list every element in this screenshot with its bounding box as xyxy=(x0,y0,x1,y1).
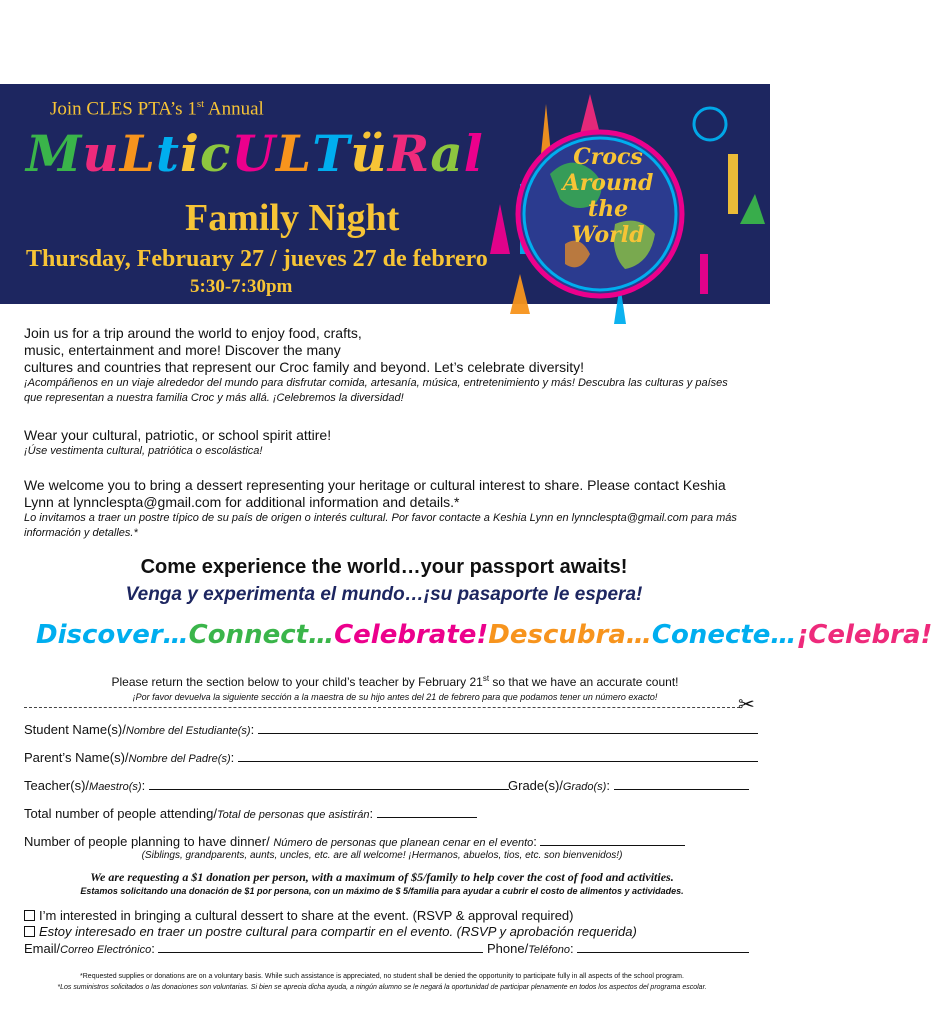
dessert-checkbox-spanish[interactable]: Estoy interesado en traer un postre cultural para compartir en el evento. (RSVP y aprobación requerida) xyxy=(24,924,637,939)
title-letter: ü xyxy=(350,124,388,183)
slogan-part: Discover… xyxy=(36,620,189,650)
crocs-globe-illustration xyxy=(470,84,770,344)
grade-field[interactable]: Grade(s)/Grado(s): xyxy=(508,778,749,793)
slogan-part: Conecte… xyxy=(651,620,797,650)
dessert-checkbox-english[interactable]: I’m interested in bringing a cultural dessert to share at the event. (RSVP & approval required) xyxy=(24,908,574,923)
phone-field[interactable]: Phone/Teléfono: xyxy=(487,941,749,956)
event-banner xyxy=(0,84,770,304)
title-letter: R xyxy=(387,124,431,183)
dinner-count-field[interactable]: Number of people planning to have dinner/ Número de personas que planean cenar en el evento: xyxy=(24,834,685,849)
title-letter: u xyxy=(82,124,120,183)
title-letter: L xyxy=(119,124,156,183)
attire-english: Wear your cultural, patriotic, or school spirit attire! xyxy=(24,427,332,443)
dessert-english: We welcome you to bring a dessert representing your heritage or cultural interest to share. Please contact Keshia Lynn at lynnclespta@gmail.com for additional information and details.* xyxy=(24,477,726,510)
join-heading: Join CLES PTA’s 1st Annual xyxy=(50,98,264,120)
return-english: Please return the section below to your child’s teacher by February 21st so that we have an accurate count! xyxy=(111,674,679,689)
attire-paragraph xyxy=(24,427,744,459)
headline-spanish: Venga y experimenta el mundo…¡su pasaporte le espera! xyxy=(125,584,643,605)
slogan-part: Connect… xyxy=(188,620,335,650)
globe-line-1: Crocs xyxy=(573,144,643,170)
checkbox-icon[interactable] xyxy=(24,910,35,921)
title-letter: a xyxy=(430,124,464,183)
event-date: Thursday, February 27 / jueves 27 de febrero xyxy=(26,246,488,272)
intro-line-2: music, entertainment and more! Discover the many xyxy=(24,342,341,358)
dessert-paragraph xyxy=(24,477,744,541)
intro-line-3: cultures and countries that represent our Croc family and beyond. Let’s celebrate diversity! xyxy=(24,359,585,375)
parent-name-field[interactable]: Parent’s Name(s)/Nombre del Padre(s): xyxy=(24,750,758,765)
total-attending-field[interactable]: Total number of people attending/Total de personas que asistirán: xyxy=(24,806,477,821)
slogan-part: ¡Celebra! xyxy=(796,620,932,650)
intro-paragraph xyxy=(24,325,744,406)
intro-spanish: ¡Acompáñenos en un viaje alrededor del mundo para disfrutar comida, artesanía, música, entretenimiento y más! Descubra las culturas y países que representan a nuestra familia Croc y más allá. ¡Celebremos la diversidad! xyxy=(24,377,728,404)
cut-line xyxy=(24,707,740,708)
slogan xyxy=(36,620,932,650)
globe-line-4: World xyxy=(571,222,645,248)
title-letter: i xyxy=(179,124,200,183)
email-field[interactable]: Email/Correo Electrónico: xyxy=(24,941,483,956)
event-time: 5:30-7:30pm xyxy=(190,276,293,297)
multicultural-title xyxy=(26,124,484,183)
title-letter: t xyxy=(155,124,180,183)
teacher-field[interactable]: Teacher(s)/Maestro(s): xyxy=(24,778,509,793)
dessert-spanish: Lo invitamos a traer un postre típico de su país de origen o interés cultural. Por favor contacte a Keshia Lynn en lynnclespta@gmail.com para más información y detalles.* xyxy=(24,512,737,539)
donation-spanish: Estamos solicitando una donación de $1 por persona, con un máximo de $ 5/familia para ayudar a cubrir el costo de alimentos y actividades. xyxy=(80,886,684,896)
slogan-part: Celebrate! xyxy=(334,620,489,650)
donation-english: We are requesting a $1 donation per person, with a maximum of $5/family to help cover the cost of food and activities. xyxy=(90,870,674,884)
title-letter: c xyxy=(199,124,232,183)
globe-line-2: Around xyxy=(562,170,654,196)
title-letter: U xyxy=(231,124,277,183)
intro-line-1: Join us for a trip around the world to enjoy food, crafts, xyxy=(24,325,362,341)
title-letter: T xyxy=(312,124,351,183)
return-instructions xyxy=(60,674,730,702)
attire-spanish: ¡Úse vestimenta cultural, patriótica o escolástica! xyxy=(24,445,263,457)
footnote-spanish: *Los suministros solicitados o las donaciones son voluntarias. Si bien se aprecia dicha ayuda, a ningún alumno se le negará la oportunidad de participar plenamente en todos los aspectos del programa escolar. xyxy=(57,984,707,991)
title-letter: l xyxy=(463,124,484,183)
title-letter: L xyxy=(276,124,313,183)
title-letter: M xyxy=(26,124,83,183)
return-spanish: ¡Por favor devuelva la siguiente sección a la maestra de su hijo antes del 21 de febrero para que podamos tener un número exacto! xyxy=(132,692,658,702)
footnote-english: *Requested supplies or donations are on a voluntary basis. While such assistance is appreciated, no student shall be denied the opportunity to participate fully in all aspects of the school program. xyxy=(80,973,684,980)
siblings-note: (Siblings, grandparents, aunts, uncles, etc. are all welcome! ¡Hermanos, abuelos, tios, etc. son bienvenidos!) xyxy=(141,850,623,861)
slogan-part: Descubra… xyxy=(488,620,652,650)
globe-line-3: the xyxy=(587,196,629,222)
family-night-title: Family Night xyxy=(185,197,400,239)
scissors-icon: ✂ xyxy=(738,694,755,716)
student-name-field[interactable]: Student Name(s)/Nombre del Estudiante(s): xyxy=(24,722,758,737)
headline-english: Come experience the world…your passport awaits! xyxy=(140,556,628,578)
checkbox-icon[interactable] xyxy=(24,926,35,937)
